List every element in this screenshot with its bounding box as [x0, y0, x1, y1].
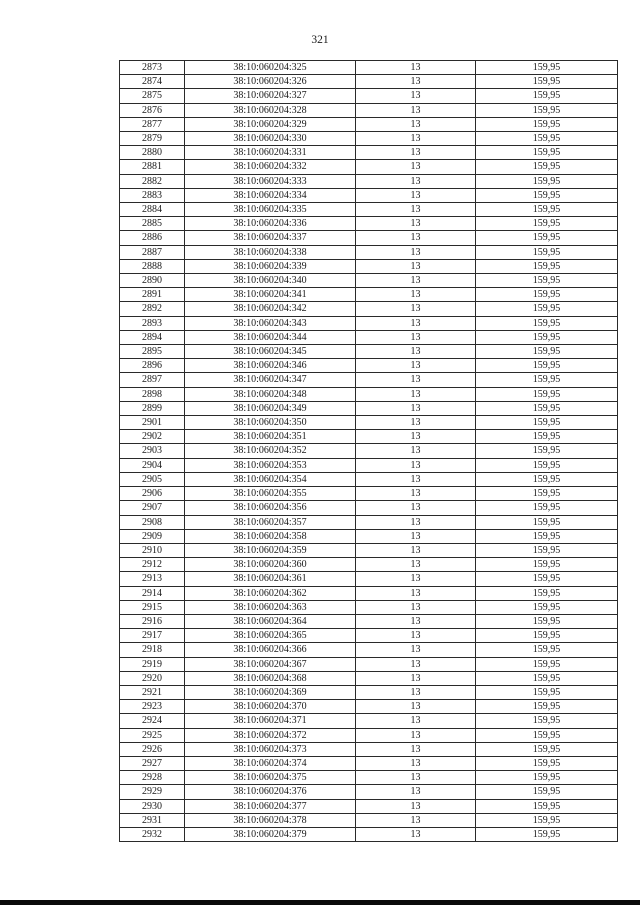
cadastral-number-cell: 38:10:060204:351 [185, 430, 356, 444]
table-row [120, 785, 618, 799]
value-cell: 159,95 [476, 714, 618, 728]
cadastral-number-cell: 38:10:060204:343 [185, 316, 356, 330]
value-cell: 159,95 [476, 188, 618, 202]
table-row [120, 728, 618, 742]
row-number-cell: 2923 [120, 700, 185, 714]
value-cell: 159,95 [476, 288, 618, 302]
table-body [120, 61, 618, 842]
cadastral-number-cell: 38:10:060204:332 [185, 160, 356, 174]
quantity-cell: 13 [356, 430, 476, 444]
value-cell: 159,95 [476, 558, 618, 572]
value-cell: 159,95 [476, 160, 618, 174]
cadastral-number-cell: 38:10:060204:327 [185, 89, 356, 103]
value-cell: 159,95 [476, 103, 618, 117]
value-cell: 159,95 [476, 572, 618, 586]
value-cell: 159,95 [476, 302, 618, 316]
value-cell: 159,95 [476, 430, 618, 444]
value-cell: 159,95 [476, 75, 618, 89]
cadastral-number-cell: 38:10:060204:349 [185, 401, 356, 415]
row-number-cell: 2924 [120, 714, 185, 728]
cadastral-number-cell: 38:10:060204:361 [185, 572, 356, 586]
value-cell: 159,95 [476, 174, 618, 188]
quantity-cell: 13 [356, 89, 476, 103]
value-cell: 159,95 [476, 771, 618, 785]
table-row [120, 629, 618, 643]
cadastral-number-cell: 38:10:060204:357 [185, 515, 356, 529]
value-cell: 159,95 [476, 515, 618, 529]
quantity-cell: 13 [356, 288, 476, 302]
quantity-cell: 13 [356, 586, 476, 600]
row-number-cell: 2899 [120, 401, 185, 415]
row-number-cell: 2907 [120, 501, 185, 515]
row-number-cell: 2925 [120, 728, 185, 742]
quantity-cell: 13 [356, 387, 476, 401]
value-cell: 159,95 [476, 61, 618, 75]
quantity-cell: 13 [356, 188, 476, 202]
value-cell: 159,95 [476, 146, 618, 160]
quantity-cell: 13 [356, 373, 476, 387]
cadastral-number-cell: 38:10:060204:378 [185, 813, 356, 827]
row-number-cell: 2895 [120, 345, 185, 359]
quantity-cell: 13 [356, 231, 476, 245]
table-row [120, 600, 618, 614]
cadastral-number-cell: 38:10:060204:359 [185, 543, 356, 557]
row-number-cell: 2892 [120, 302, 185, 316]
cadastral-number-cell: 38:10:060204:348 [185, 387, 356, 401]
cadastral-number-cell: 38:10:060204:331 [185, 146, 356, 160]
quantity-cell: 13 [356, 217, 476, 231]
row-number-cell: 2893 [120, 316, 185, 330]
cadastral-number-cell: 38:10:060204:326 [185, 75, 356, 89]
row-number-cell: 2885 [120, 217, 185, 231]
value-cell: 159,95 [476, 529, 618, 543]
value-cell: 159,95 [476, 742, 618, 756]
cadastral-number-cell: 38:10:060204:368 [185, 671, 356, 685]
cadastral-number-cell: 38:10:060204:365 [185, 629, 356, 643]
table-row [120, 132, 618, 146]
row-number-cell: 2883 [120, 188, 185, 202]
table-row [120, 416, 618, 430]
table-row [120, 174, 618, 188]
row-number-cell: 2930 [120, 799, 185, 813]
row-number-cell: 2929 [120, 785, 185, 799]
row-number-cell: 2926 [120, 742, 185, 756]
row-number-cell: 2881 [120, 160, 185, 174]
registry-table [119, 60, 618, 842]
quantity-cell: 13 [356, 416, 476, 430]
quantity-cell: 13 [356, 643, 476, 657]
value-cell: 159,95 [476, 472, 618, 486]
quantity-cell: 13 [356, 714, 476, 728]
table-row [120, 401, 618, 415]
row-number-cell: 2884 [120, 203, 185, 217]
table-row [120, 217, 618, 231]
row-number-cell: 2873 [120, 61, 185, 75]
quantity-cell: 13 [356, 259, 476, 273]
table-row [120, 572, 618, 586]
table-row [120, 742, 618, 756]
table-row [120, 245, 618, 259]
scan-bottom-edge [0, 900, 640, 905]
table-row [120, 529, 618, 543]
table-row [120, 444, 618, 458]
table-row [120, 117, 618, 131]
cadastral-number-cell: 38:10:060204:374 [185, 756, 356, 770]
value-cell: 159,95 [476, 643, 618, 657]
row-number-cell: 2897 [120, 373, 185, 387]
cadastral-number-cell: 38:10:060204:362 [185, 586, 356, 600]
cadastral-number-cell: 38:10:060204:377 [185, 799, 356, 813]
value-cell: 159,95 [476, 401, 618, 415]
value-cell: 159,95 [476, 217, 618, 231]
table-row [120, 487, 618, 501]
table-row [120, 799, 618, 813]
value-cell: 159,95 [476, 671, 618, 685]
table-row [120, 515, 618, 529]
value-cell: 159,95 [476, 543, 618, 557]
table-row [120, 501, 618, 515]
table-row [120, 89, 618, 103]
quantity-cell: 13 [356, 487, 476, 501]
value-cell: 159,95 [476, 245, 618, 259]
row-number-cell: 2898 [120, 387, 185, 401]
row-number-cell: 2903 [120, 444, 185, 458]
quantity-cell: 13 [356, 458, 476, 472]
table-row [120, 813, 618, 827]
quantity-cell: 13 [356, 359, 476, 373]
quantity-cell: 13 [356, 302, 476, 316]
row-number-cell: 2927 [120, 756, 185, 770]
row-number-cell: 2932 [120, 827, 185, 841]
row-number-cell: 2917 [120, 629, 185, 643]
row-number-cell: 2887 [120, 245, 185, 259]
quantity-cell: 13 [356, 117, 476, 131]
cadastral-number-cell: 38:10:060204:371 [185, 714, 356, 728]
quantity-cell: 13 [356, 543, 476, 557]
row-number-cell: 2888 [120, 259, 185, 273]
table-row [120, 146, 618, 160]
table-row [120, 203, 618, 217]
table-row [120, 458, 618, 472]
value-cell: 159,95 [476, 316, 618, 330]
cadastral-number-cell: 38:10:060204:347 [185, 373, 356, 387]
quantity-cell: 13 [356, 472, 476, 486]
cadastral-number-cell: 38:10:060204:358 [185, 529, 356, 543]
quantity-cell: 13 [356, 671, 476, 685]
table-row [120, 657, 618, 671]
value-cell: 159,95 [476, 728, 618, 742]
quantity-cell: 13 [356, 558, 476, 572]
quantity-cell: 13 [356, 529, 476, 543]
cadastral-number-cell: 38:10:060204:342 [185, 302, 356, 316]
row-number-cell: 2886 [120, 231, 185, 245]
cadastral-number-cell: 38:10:060204:373 [185, 742, 356, 756]
table-row [120, 543, 618, 557]
quantity-cell: 13 [356, 600, 476, 614]
table-row [120, 671, 618, 685]
cadastral-number-cell: 38:10:060204:330 [185, 132, 356, 146]
quantity-cell: 13 [356, 444, 476, 458]
row-number-cell: 2904 [120, 458, 185, 472]
quantity-cell: 13 [356, 330, 476, 344]
table-row [120, 643, 618, 657]
quantity-cell: 13 [356, 799, 476, 813]
quantity-cell: 13 [356, 316, 476, 330]
row-number-cell: 2916 [120, 614, 185, 628]
quantity-cell: 13 [356, 813, 476, 827]
row-number-cell: 2877 [120, 117, 185, 131]
table-row [120, 75, 618, 89]
cadastral-number-cell: 38:10:060204:352 [185, 444, 356, 458]
table-row [120, 231, 618, 245]
row-number-cell: 2879 [120, 132, 185, 146]
cadastral-number-cell: 38:10:060204:328 [185, 103, 356, 117]
table-row [120, 259, 618, 273]
value-cell: 159,95 [476, 373, 618, 387]
table-row [120, 387, 618, 401]
table-row [120, 330, 618, 344]
cadastral-number-cell: 38:10:060204:345 [185, 345, 356, 359]
cadastral-number-cell: 38:10:060204:335 [185, 203, 356, 217]
value-cell: 159,95 [476, 359, 618, 373]
quantity-cell: 13 [356, 146, 476, 160]
value-cell: 159,95 [476, 117, 618, 131]
value-cell: 159,95 [476, 416, 618, 430]
table-row [120, 430, 618, 444]
row-number-cell: 2931 [120, 813, 185, 827]
cadastral-number-cell: 38:10:060204:339 [185, 259, 356, 273]
quantity-cell: 13 [356, 572, 476, 586]
table-row [120, 188, 618, 202]
cadastral-number-cell: 38:10:060204:338 [185, 245, 356, 259]
quantity-cell: 13 [356, 132, 476, 146]
quantity-cell: 13 [356, 160, 476, 174]
table-row [120, 827, 618, 841]
cadastral-number-cell: 38:10:060204:353 [185, 458, 356, 472]
value-cell: 159,95 [476, 614, 618, 628]
value-cell: 159,95 [476, 231, 618, 245]
row-number-cell: 2880 [120, 146, 185, 160]
row-number-cell: 2915 [120, 600, 185, 614]
quantity-cell: 13 [356, 515, 476, 529]
table-row [120, 756, 618, 770]
cadastral-number-cell: 38:10:060204:325 [185, 61, 356, 75]
row-number-cell: 2908 [120, 515, 185, 529]
quantity-cell: 13 [356, 728, 476, 742]
quantity-cell: 13 [356, 685, 476, 699]
table-row [120, 614, 618, 628]
row-number-cell: 2905 [120, 472, 185, 486]
value-cell: 159,95 [476, 756, 618, 770]
cadastral-number-cell: 38:10:060204:360 [185, 558, 356, 572]
row-number-cell: 2890 [120, 274, 185, 288]
table-row [120, 472, 618, 486]
quantity-cell: 13 [356, 245, 476, 259]
cadastral-number-cell: 38:10:060204:346 [185, 359, 356, 373]
cadastral-number-cell: 38:10:060204:340 [185, 274, 356, 288]
value-cell: 159,95 [476, 387, 618, 401]
row-number-cell: 2894 [120, 330, 185, 344]
quantity-cell: 13 [356, 827, 476, 841]
table-row [120, 274, 618, 288]
cadastral-number-cell: 38:10:060204:354 [185, 472, 356, 486]
page-number: 321 [311, 34, 329, 46]
quantity-cell: 13 [356, 756, 476, 770]
quantity-cell: 13 [356, 629, 476, 643]
quantity-cell: 13 [356, 401, 476, 415]
table-row [120, 714, 618, 728]
value-cell: 159,95 [476, 345, 618, 359]
value-cell: 159,95 [476, 629, 618, 643]
row-number-cell: 2896 [120, 359, 185, 373]
cadastral-number-cell: 38:10:060204:369 [185, 685, 356, 699]
row-number-cell: 2910 [120, 543, 185, 557]
cadastral-number-cell: 38:10:060204:379 [185, 827, 356, 841]
row-number-cell: 2920 [120, 671, 185, 685]
quantity-cell: 13 [356, 742, 476, 756]
cadastral-number-cell: 38:10:060204:367 [185, 657, 356, 671]
quantity-cell: 13 [356, 75, 476, 89]
table-row [120, 373, 618, 387]
row-number-cell: 2906 [120, 487, 185, 501]
row-number-cell: 2928 [120, 771, 185, 785]
quantity-cell: 13 [356, 103, 476, 117]
table-row [120, 558, 618, 572]
row-number-cell: 2876 [120, 103, 185, 117]
row-number-cell: 2874 [120, 75, 185, 89]
quantity-cell: 13 [356, 274, 476, 288]
value-cell: 159,95 [476, 813, 618, 827]
quantity-cell: 13 [356, 174, 476, 188]
value-cell: 159,95 [476, 827, 618, 841]
table-row [120, 771, 618, 785]
value-cell: 159,95 [476, 458, 618, 472]
table-row [120, 103, 618, 117]
cadastral-number-cell: 38:10:060204:344 [185, 330, 356, 344]
value-cell: 159,95 [476, 487, 618, 501]
cadastral-number-cell: 38:10:060204:366 [185, 643, 356, 657]
row-number-cell: 2882 [120, 174, 185, 188]
row-number-cell: 2919 [120, 657, 185, 671]
table-row [120, 345, 618, 359]
quantity-cell: 13 [356, 785, 476, 799]
value-cell: 159,95 [476, 203, 618, 217]
table-row [120, 288, 618, 302]
table-row [120, 685, 618, 699]
row-number-cell: 2921 [120, 685, 185, 699]
table-row [120, 586, 618, 600]
row-number-cell: 2891 [120, 288, 185, 302]
value-cell: 159,95 [476, 259, 618, 273]
cadastral-number-cell: 38:10:060204:356 [185, 501, 356, 515]
quantity-cell: 13 [356, 61, 476, 75]
row-number-cell: 2901 [120, 416, 185, 430]
table-row [120, 160, 618, 174]
table-row [120, 700, 618, 714]
value-cell: 159,95 [476, 132, 618, 146]
row-number-cell: 2902 [120, 430, 185, 444]
quantity-cell: 13 [356, 501, 476, 515]
value-cell: 159,95 [476, 89, 618, 103]
cadastral-number-cell: 38:10:060204:372 [185, 728, 356, 742]
value-cell: 159,95 [476, 274, 618, 288]
cadastral-number-cell: 38:10:060204:333 [185, 174, 356, 188]
cadastral-number-cell: 38:10:060204:370 [185, 700, 356, 714]
table-row [120, 302, 618, 316]
table-row [120, 316, 618, 330]
quantity-cell: 13 [356, 657, 476, 671]
cadastral-number-cell: 38:10:060204:334 [185, 188, 356, 202]
value-cell: 159,95 [476, 501, 618, 515]
quantity-cell: 13 [356, 700, 476, 714]
cadastral-number-cell: 38:10:060204:376 [185, 785, 356, 799]
value-cell: 159,95 [476, 700, 618, 714]
cadastral-number-cell: 38:10:060204:337 [185, 231, 356, 245]
cadastral-number-cell: 38:10:060204:363 [185, 600, 356, 614]
cadastral-number-cell: 38:10:060204:341 [185, 288, 356, 302]
quantity-cell: 13 [356, 203, 476, 217]
row-number-cell: 2909 [120, 529, 185, 543]
quantity-cell: 13 [356, 771, 476, 785]
quantity-cell: 13 [356, 345, 476, 359]
cadastral-number-cell: 38:10:060204:350 [185, 416, 356, 430]
value-cell: 159,95 [476, 785, 618, 799]
value-cell: 159,95 [476, 600, 618, 614]
cadastral-number-cell: 38:10:060204:336 [185, 217, 356, 231]
value-cell: 159,95 [476, 799, 618, 813]
cadastral-number-cell: 38:10:060204:329 [185, 117, 356, 131]
cadastral-number-cell: 38:10:060204:355 [185, 487, 356, 501]
table-row [120, 359, 618, 373]
cadastral-number-cell: 38:10:060204:375 [185, 771, 356, 785]
row-number-cell: 2914 [120, 586, 185, 600]
value-cell: 159,95 [476, 330, 618, 344]
value-cell: 159,95 [476, 685, 618, 699]
quantity-cell: 13 [356, 614, 476, 628]
value-cell: 159,95 [476, 657, 618, 671]
row-number-cell: 2912 [120, 558, 185, 572]
table-row [120, 61, 618, 75]
cadastral-number-cell: 38:10:060204:364 [185, 614, 356, 628]
value-cell: 159,95 [476, 586, 618, 600]
row-number-cell: 2913 [120, 572, 185, 586]
row-number-cell: 2875 [120, 89, 185, 103]
value-cell: 159,95 [476, 444, 618, 458]
row-number-cell: 2918 [120, 643, 185, 657]
